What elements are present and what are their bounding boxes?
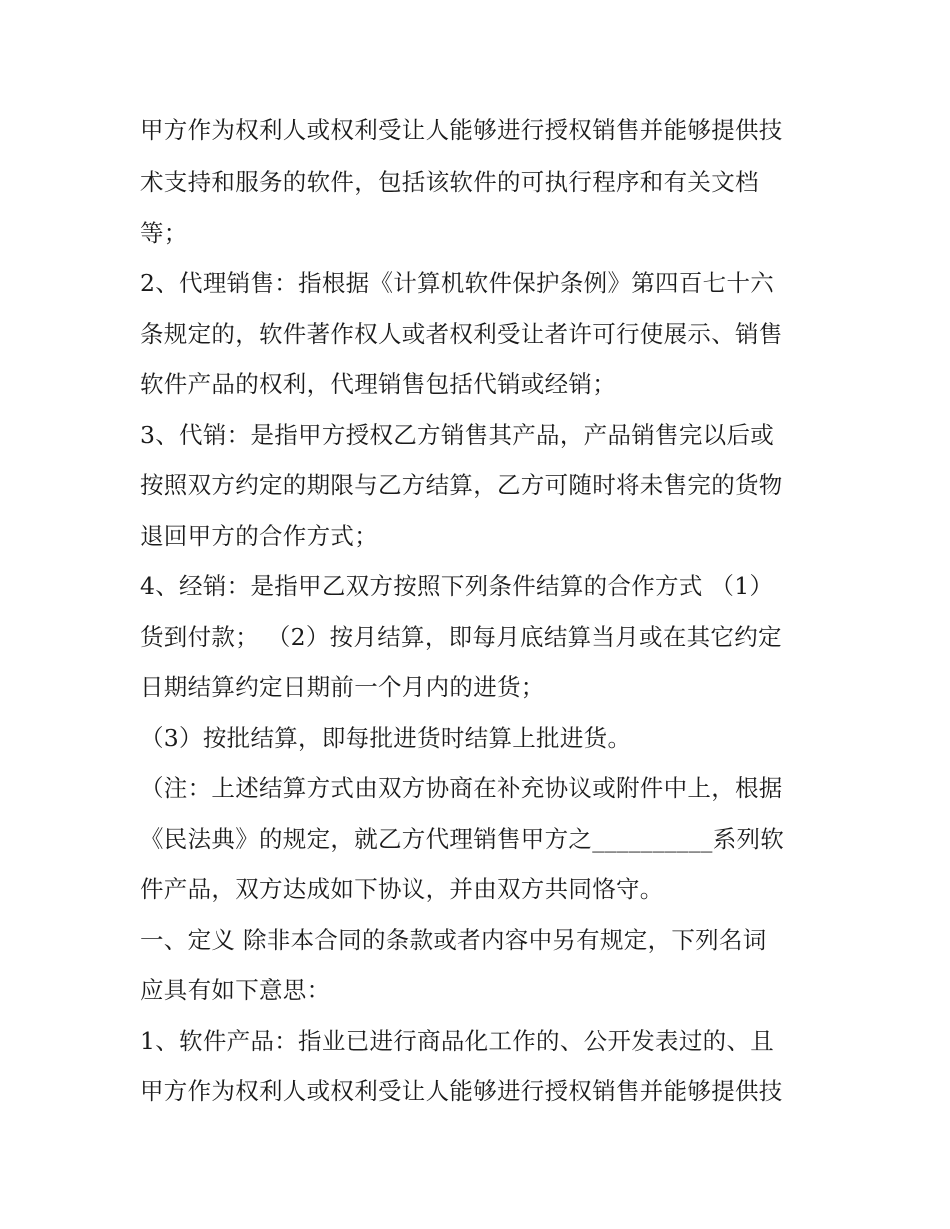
text-line: 软件产品的权利，代理销售包括代销或经销； bbox=[140, 370, 616, 398]
text-line: （注：上述结算方式由双方协商在补充协议或附件中上，根据 bbox=[140, 774, 783, 802]
text-line: 2、代理销售：指根据《计算机软件保护条例》第四百七十六 bbox=[140, 269, 775, 297]
text-line: 件产品，双方达成如下协议，并由双方共同恪守。 bbox=[140, 875, 664, 903]
text-line: 条规定的，软件著作权人或者权利受让者许可行使展示、销售 bbox=[140, 320, 783, 348]
text-line: 日期结算约定日期前一个月内的进货； bbox=[140, 673, 545, 701]
text-line: 一、定义 除非本合同的条款或者内容中另有规定，下列名词 bbox=[140, 926, 767, 954]
text-line: 术支持和服务的软件，包括该软件的可执行程序和有关文档 bbox=[140, 168, 759, 196]
text-line: 退回甲方的合作方式； bbox=[140, 522, 378, 550]
text-line: 1、软件产品：指业已进行商品化工作的、公开发表过的、且 bbox=[140, 1027, 775, 1055]
text-line: 应具有如下意思： bbox=[140, 976, 331, 1004]
text-line: 4、经销：是指甲乙双方按照下列条件结算的合作方式 （1） bbox=[140, 572, 774, 600]
text-line: 《民法典》的规定，就乙方代理销售甲方之__________系列软 bbox=[140, 825, 785, 853]
text-line: 甲方作为权利人或权利受让人能够进行授权销售并能够提供技 bbox=[140, 116, 783, 144]
text-line: （3）按批结算，即每批进货时结算上批进货。 bbox=[140, 724, 632, 752]
text-line: 按照双方约定的期限与乙方结算，乙方可随时将未售完的货物 bbox=[140, 471, 783, 499]
text-line: 甲方作为权利人或权利受让人能够进行授权销售并能够提供技 bbox=[140, 1077, 783, 1105]
text-line: 货到付款； （2）按月结算，即每月底结算当月或在其它约定 bbox=[140, 623, 782, 651]
text-line: 等； bbox=[140, 219, 188, 247]
text-line: 3、代销：是指甲方授权乙方销售其产品，产品销售完以后或 bbox=[140, 421, 775, 449]
